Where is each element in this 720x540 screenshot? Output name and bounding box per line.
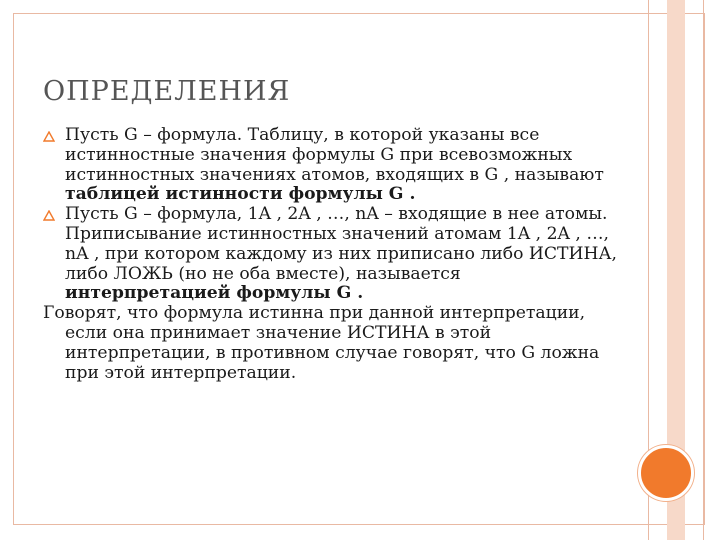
body-paragraph: Говорят, что формула истинна при данной интерпретации, если она принимает значение ИСТИНА в этой интерпретации, в противном случае говорят, что G ложна при этой интерпретации. — [43, 303, 600, 383]
list-item-text — [65, 126, 623, 205]
slide-content — [43, 126, 623, 383]
item-bold-term: таблицей истинности формулы G — [65, 184, 404, 205]
triangle-bullet-icon — [43, 131, 55, 142]
list-item-text — [65, 205, 623, 304]
item-text-part: Пусть G – формула, 1A , 2A , …, nA – входящие в нее атомы. Приписывание истинностных значений атомам 1A , 2A , …, nA , при котором каждому из них приписано либо ИСТИНА, либо ЛОЖЬ (но не оба вместе), называется — [65, 204, 617, 284]
item-text-end: . — [403, 184, 416, 205]
list-item — [43, 205, 623, 304]
item-bold-term: интерпретацией формулы G — [65, 283, 352, 304]
list-item — [43, 126, 623, 205]
decorative-orange-circle — [638, 445, 694, 501]
item-text-end: . — [351, 283, 364, 304]
item-text-part: Пусть G – формула. Таблицу, в которой указаны все истинностные значения формулы G при всевозможных истинностных значениях атомов, входящих в G , называют — [65, 125, 604, 185]
triangle-bullet-icon — [43, 210, 55, 221]
slide-title: ОПРЕДЕЛЕНИЯ — [43, 76, 291, 107]
